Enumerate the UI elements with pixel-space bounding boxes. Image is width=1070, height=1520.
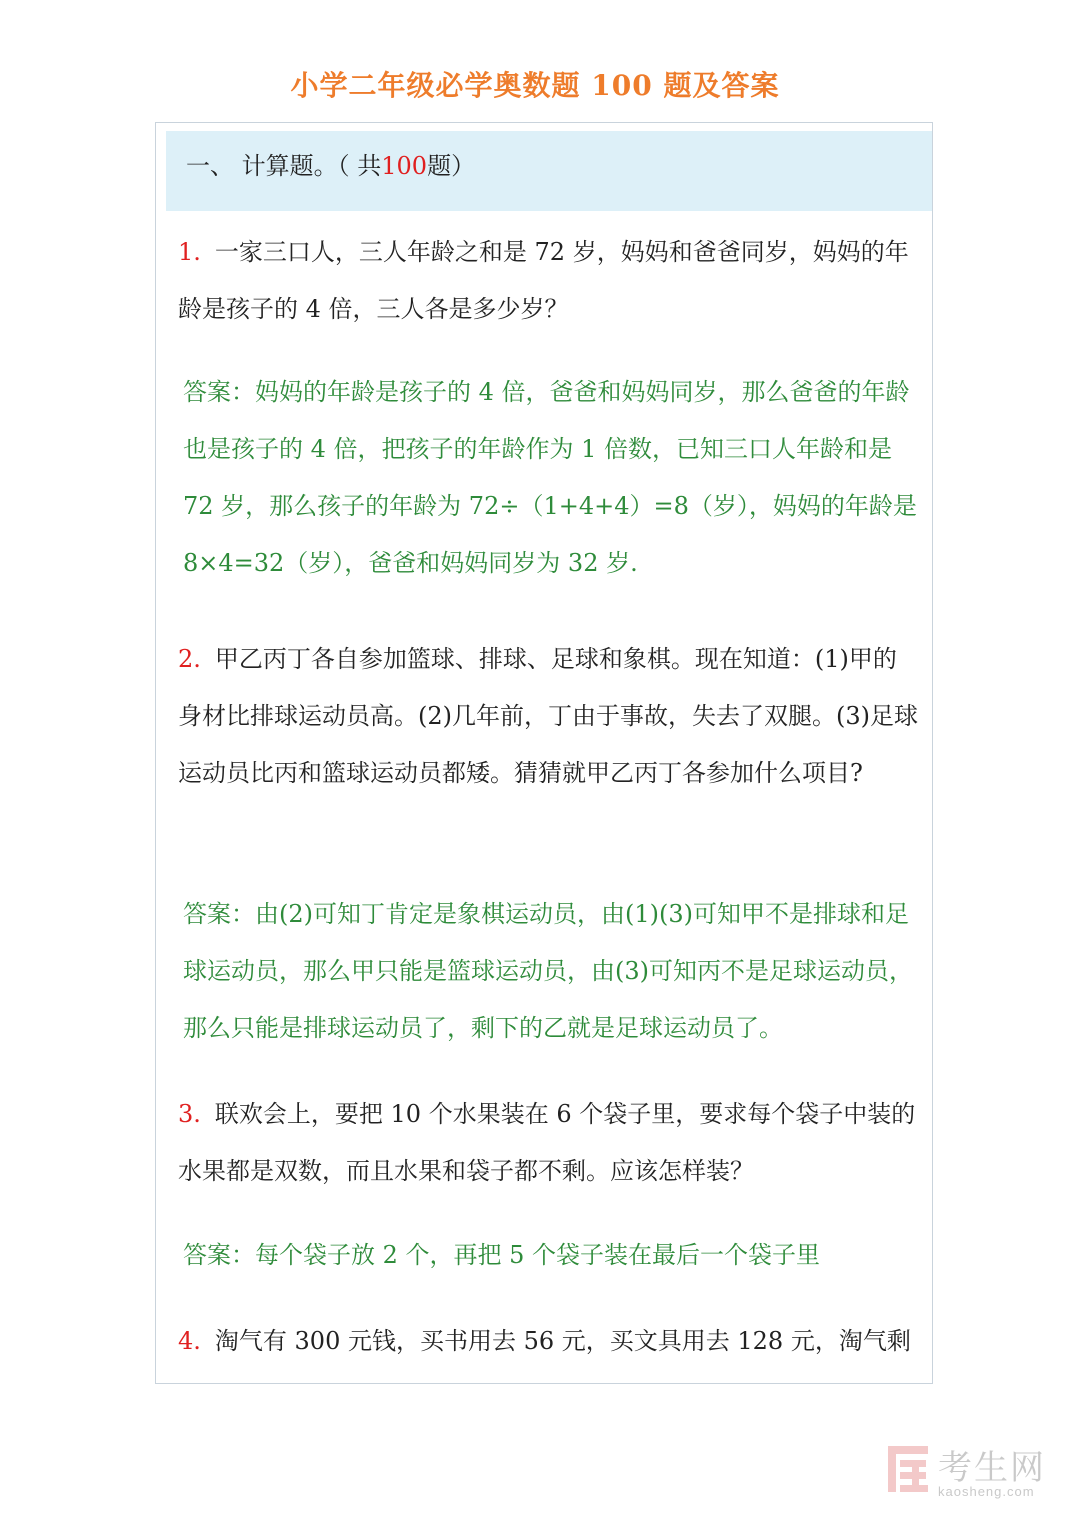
content-box — [155, 122, 933, 1384]
question-text: 一家三口人，三人年龄之和是 72 岁，妈妈和爸爸同岁，妈妈的年龄是孩子的 4 倍，三人各是多少岁？ — [178, 238, 909, 323]
section-header — [166, 131, 933, 211]
question-3 — [178, 1086, 920, 1200]
document-title: 小学二年级必学奥数题 100 题及答案 — [290, 69, 780, 102]
question-1 — [178, 224, 920, 338]
question-number: 3. — [178, 1100, 201, 1128]
question-number: 2. — [178, 645, 201, 673]
question-2 — [178, 631, 920, 802]
section-header-count: 100 — [381, 152, 428, 180]
section-header-suffix: 题） — [427, 152, 476, 180]
watermark-url: kaosheng.com — [938, 1484, 1035, 1499]
watermark — [886, 1440, 1056, 1506]
question-4 — [178, 1313, 920, 1370]
question-number: 4. — [178, 1327, 201, 1355]
kaosheng-logo-icon — [886, 1442, 930, 1496]
question-text: 联欢会上，要把 10 个水果装在 6 个袋子里，要求每个袋子中装的水果都是双数，而且水果和袋子都不剩。应该怎样装？ — [178, 1100, 916, 1185]
answer-3: 答案：每个袋子放 2 个，再把 5 个袋子装在最后一个袋子里 — [183, 1241, 821, 1269]
watermark-name: 考生网 — [938, 1448, 1046, 1488]
question-number: 1. — [178, 238, 201, 266]
section-header-prefix: 一、 计算题。（ 共 — [186, 152, 382, 180]
answer-2: 答案：由(2)可知丁肯定是象棋运动员，由(1)(3)可知甲不是排球和足球运动员，那么甲只能是篮球运动员，由(3)可知丙不是足球运动员，那么只能是排球运动员了，剩下的乙就是足球运动员了。 — [183, 900, 913, 1042]
question-text: 淘气有 300 元钱，买书用去 56 元，买文具用去 128 元，淘气剩 — [214, 1327, 911, 1355]
answer-1: 答案：妈妈的年龄是孩子的 4 倍，爸爸和妈妈同岁，那么爸爸的年龄也是孩子的 4 倍，把孩子的年龄作为 1 倍数，已知三口人年龄和是 72 岁，那么孩子的年龄为 72÷（1+4+4）=8（岁），妈妈的年龄是 8×4=32（岁），爸爸和妈妈同岁为 32 岁. — [183, 378, 917, 577]
question-text: 甲乙丙丁各自参加篮球、排球、足球和象棋。现在知道：(1)甲的身材比排球运动员高。(2)几年前，丁由于事故，失去了双腿。(3)足球运动员比丙和篮球运动员都矮。猜猜就甲乙丙丁各参加什么项目? — [178, 645, 918, 787]
